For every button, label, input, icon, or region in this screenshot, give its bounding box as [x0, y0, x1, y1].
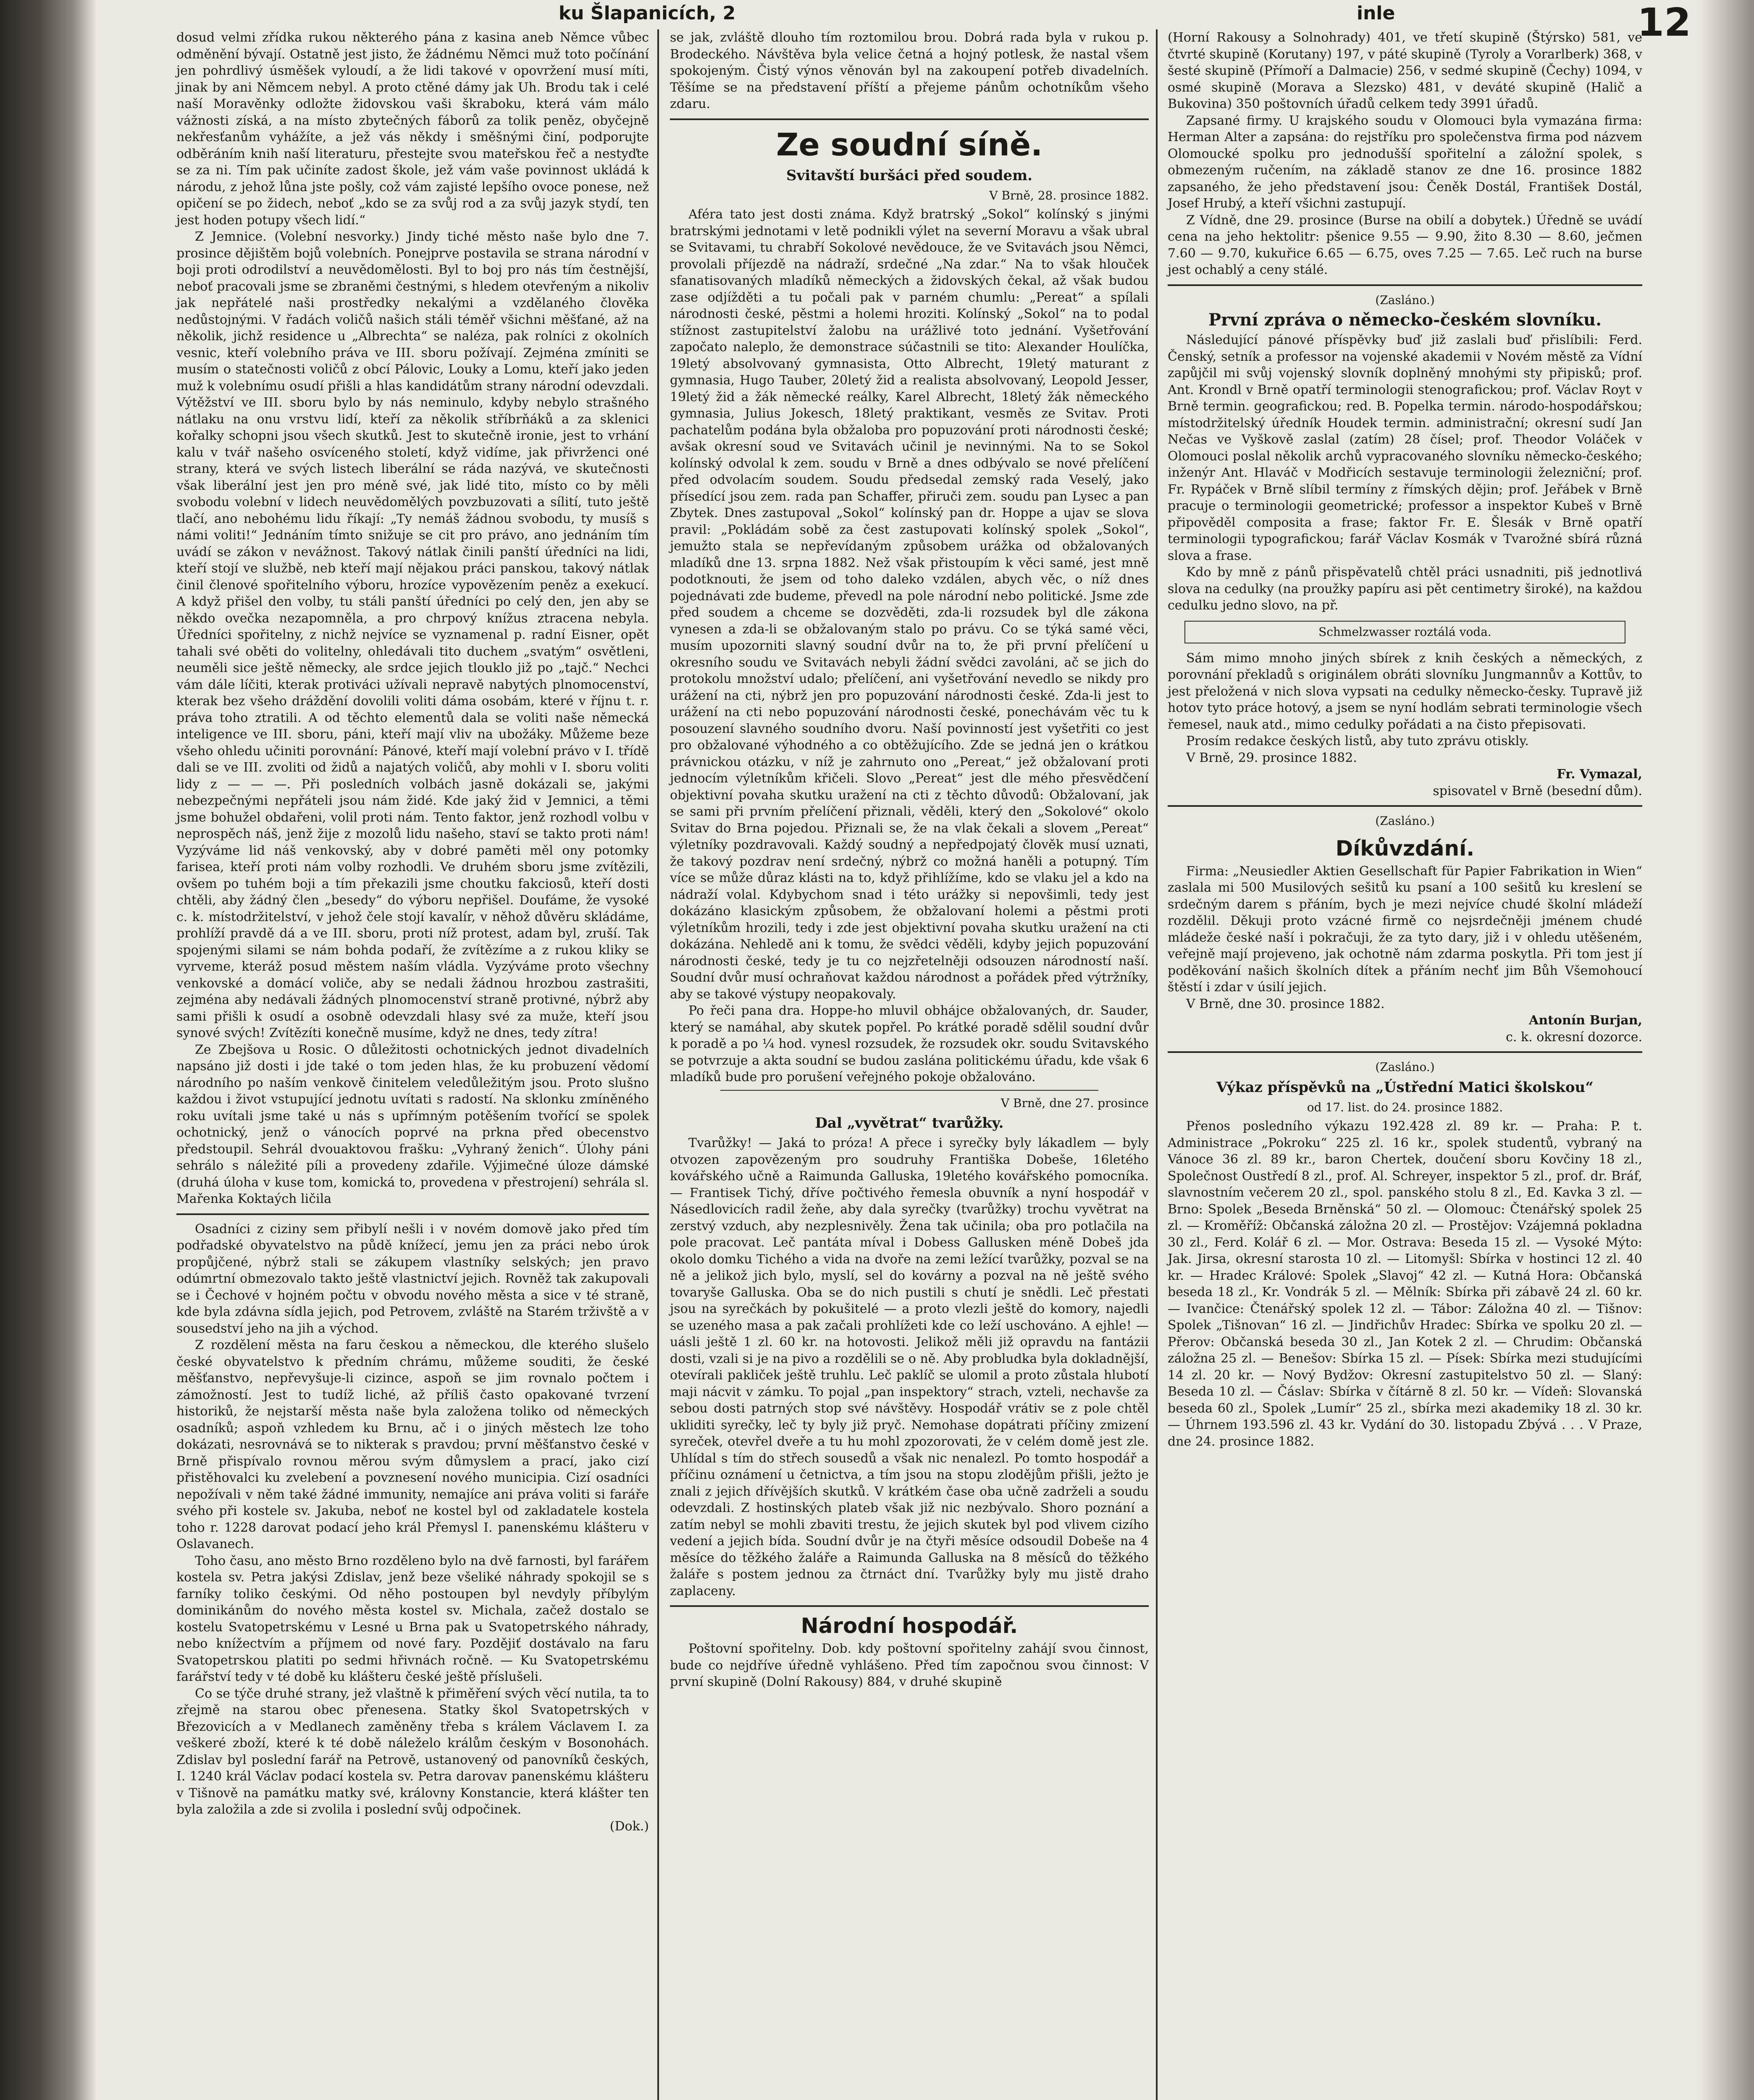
column-right — [1168, 29, 1642, 1450]
article-text: se jak, zvláště dlouho tím roztomilou brou. Dobrá rada byla v rukou p. Brodeckého. Návštěva byla velice četná a hojný potlesk, že nastal všem spokojeným. Čistý výnos věnován byl na zakoupení potřeb divadelních. Těšíme se na představení příští a přejeme pánům ochotníkům všeho zdaru. — [670, 30, 1149, 111]
article-history: Z rozdělení města na faru českou a německou, dle kterého slušelo české obyvatelstvo k předním chrámu, můžeme souditi, že české měšťanstvo, nepřevyšuje-li cizince, aspoň se jim rovnalo počtem i zámožností. Jest to tudíž liché, až příliš často opakované tvrzení historiků, že nejstarší města naše byla založena toliko od německých osadníků; aspoň vzhledem ku Brnu, ač i o jiných městech lze toho dokázati, nesrovnává se to nikterak s pravdou; první měšťanstvo české v Brně přispívalo rovnou měrou svým důmyslem a prací, jako cizí přistěhovalci ku zvelebení a povznesení nového municipia. Cizí osadníci nepožívali v něm také žádné immunity, nemajíce ani práva voliti si faráře svého při kostele sv. Jakuba, neboť ne kostel byl od zakladatele kostela toho r. 1228 darovat podací jeho král Přemysl I. panenskému klášteru v Oslavanech. — [176, 1338, 649, 1551]
zaslano-label: (Zasláno.) — [1375, 814, 1435, 828]
ivory-text: Tvarůžky! — Jaká to próza! A přece i syrečky byly lákadlem — byly otvozen zapovězeným pro soudruhy Františka Dobeše, 16letého kovářského učně a Raimunda Galluska, 19letého kovářského pomocníka. — Frantisek Tichý, dříve počtivého řemesla obuvník a nyní hospodář v Násedlovicích radil žeňe, aby dala syrečky (tvarůžky) trochu vyvětrat na zerstvý vzduch, aby nezplesnivěly. Žena tak učinila; oba pro potlačila na pole pracovat. Leč pantáta míval i Dobess Gallusken méně Dobeš jda okolo domku Tichého a vida na dvoře na zemi ležící tvarůžky, pozval se na ně a jelikož jich bylo, myslí, sel do kovárny a pozval na ně ještě svého tovaryše Galluska. Oba se do nich pustili s chutí je snědli. Leč přestati jsou na syrečkách by pokušitelé — a proto vlezli ještě do komory, najedli se uzeného masa a pak začali prohlížeti kde co leží uschováno. A ejhle! — uásli ještě 1 zl. 60 kr. na hotovosti. Jelikož měli již opravdu na fantázii dosti, vzali si je na pivo a rozdělili se o ně. Aby probludka byla dokladnější, otevírali pakliček ještě truhlu. Leč paklíč se ulomil a proto zůstala hlubotí maji nácvit v zámku. To pojal „pan inspektory“ strach, vzteli, nechavše za sebou dosti patrných stop své návštěvy. Hospodář vrátiv se z pole chtěl ukliditi syrečky, leč ty byly již pryč. Nemohase dopátrati příčiny zmizení syreček, otevřel dveře a tu hu mohl zpozorovati, že v celém domě jest zle. Uhlídal s tím do střech sousedů a však nic nenalezl. Po tomto hospodář a příčinu oznámení u četnictva, a tím jsou na stopu zlodějům přišli, ježto je znali z jejich dřívějších skutků. V krátkém čase oba učně zadrželi a soudu odevzdali. Z hostinských plateb však již nic nezbývalo. Shoro poznání a zatím nebyl se mohli zbaviti trestu, že jejich skutek byl pod vlivem cizího vedení a jejich bída. Soudní dvůr je na čtyři měsíce odsoudil Dobeše na 4 měsíce do těžkého žaláře a Raimunda Galluska na 8 měsíců do těžkého žaláře s postem jednou za čtrnáct dní. Tvarůžky byly mu jistě draho zaplaceny. — [670, 1136, 1149, 1599]
dictionary-text: Následující pánové příspěvky buď již zaslali buď přislíbili: Ferd. Čenský, setník a professor na vojenské akademii v Novém městě za Vídní zapůjčil mi svůj vojenský slovník doplněný mnohými sty připisků; prof. Ant. Krondl v Brně opatří terminologii stenografickou; prof. Václav Royt v Brně termin. geografickou; red. B. Popelka termin. národo-hospodářskou; místodržitelský úředník Houdek termin. administrační; okresní sudí Jan Nečas ve Vyškově zaslal (zatím) 28 čísel; prof. Theodor Voláček v Olomouci poslal několik archů vypracovaného slovníku německo-českého; inženýr Ant. Hlaváč v Modřicích sestavuje terminologii železniční; prof. Fr. Rypáček v Brně slíbil termíny z římských dějin; prof. Jeřábek v Brně pracuje o terminologii geometrické; professor a inspektor Kubeš v Brně připověděl composita a frase; faktor Fr. E. Šlesák v Brně opatří terminologii typografickou; farář Václav Kosmák v Tvarožné sbírá různá slova a frase. — [1168, 333, 1642, 563]
article-history: Osadníci z ciziny sem přibylí nešli i v novém domově jako před tím podřadské obyvatelstvo na půdě knížecí, jemu jen za práci nebo úrok propůjčené, nýbrž stali se zákupem vlastníky selských; jen pravo odúmrtní obmezovalo takto ještě vlastnictví jejich. Rovněž tak zakupovali se i Čechové v hojném počtu v obvodu nového města a sice v té straně, kde byla zdávna sídla jejich, pod Petrovem, zvláště na Starém trživště a v sousedství jeho na jih a východ. — [176, 1221, 649, 1336]
sample-slip: Schmelzwasser roztálá voda. — [1184, 621, 1625, 643]
thanks-dateline: V Brně, dne 30. prosince 1882. — [1186, 996, 1385, 1011]
dictionary-text: Sám mimo mnoho jiných sbírek z knih českých a německých, z porovnání překladů s originálem obráti slovníku Jungmannův a Kottův, to jest přeložená v nich slova vypsati na cedulky německo-česky. Tupravě již hotov tyto práce hotový, a jsem se nyní hodlám sebrati terminologie všech řemesel, nauk atd., mimo cedulky pořádati a na čisto přepisovati. — [1168, 651, 1642, 732]
article-history: Toho času, ano město Brno rozděleno bylo na dvě farnosti, byl farářem kostela sv. Petra jakýsi Zdislav, jenž beze všeliké náhrady spokojil se s farníky toliko českými. Od něho postoupen byl nevdyly příbylým dominikánům do nového města kostel sv. Michala, začež dostalo se kostelu Svatopetrskému v Lesné u Brna pak u Svatopetrského náhrady, nebo knížectvím a příjmem od nové fary. Pozdějiť dostávalo na faru Svatopetrskou platiti po sedmi hřivnách ročně. — Ku Svatopetrskému farářství tedy v té době ku klášteru české ještě příslušeli. — [176, 1553, 649, 1684]
dictionary-signature-role: spisovatel v Brně (besední dům). — [1433, 783, 1642, 798]
masthead-right-fragment: inle — [1357, 3, 1395, 24]
thanks-text: Firma: „Neusiedler Aktien Gesellschaft für Papier Fabrikation in Wien“ zaslala mi 500 Musilových sešitů ku psaní a 100 sešitů ku kreslení se srdečným darem s přáním, bych je mezi nejvíce chudé školní mládeží rozdělil. Děkuji proto vzácné firmě co nejsrdečněji jménem chudé mládeže české naší i pokračuji, že za tyto dary, již i v ohledu utěšeném, veřejně mají projeveno, jak ochotně nám zdarma poskytla. Při tom jest jí poděkování našich školních dítek a přáním nechť jim Bůh Všemohoucí štěstí i zdar v úsilí jejich. — [1168, 864, 1642, 995]
economy-text: Poštovní spořitelny. Dob. kdy poštovní spořitelny zahájí svou činnost, bude co nejdříve úředně vyhlášeno. Před tím započnou svou činnost: V první skupině (Dolní Rakousy) 884, v druhé skupině — [670, 1641, 1149, 1689]
ivory-dateline: V Brně, dne 27. prosince — [1000, 1096, 1149, 1110]
article-zbejsov: Ze Zbejšova u Rosic. O důležitosti ochotnických jednot divadelních napsáno již dosti i jde také o tom jeden hlas, že ku probuzení vědomí národního po naším venkově činitelem veledůležitým jsou. Proto slušno každou i život vstupující jednotu uvítati s radostí. Na sklonku zmíněného roku uvítali jsme také u nás s upřímným potěšením tvořící se spolek ochotnický, jenž o vánocích poprvé na prkna před obecenstvo předstoupil. Sehrál dvouaktovou frašku: „Vyhraný ženich“. Úlohy páni sehrálo s náležité píli a provedeny zdařile. Výjimečné úloze dámské (druhá úloha v kuse tom, komická to, provedena v přestrojení) sehrála sl. Mařenka Koktaých ličila — [176, 1042, 649, 1206]
dictionary-title: První zpráva o německo-českém slovníku. — [1208, 310, 1602, 330]
torn-left-edge — [0, 0, 97, 2100]
court-text: Po řeči pana dra. Hoppe-ho mluvil obhájce obžalovaných, dr. Sauder, který se namáhal, aby skutek popřel. Po krátké poradě sdělil soudní dvůr k poradě a po ¼ hod. vynesl rozsudek, že rozsudek okr. soudu Svitavského se potvrzuje a akta soudní se budou zaslána politickému úřadu, kde však 6 mladíků bude pro porušení veřejného pokoje obžalováno. — [670, 1003, 1149, 1084]
dictionary-dateline: V Brně, 29. prosince 1882. — [1186, 750, 1357, 765]
column-rule-2 — [1156, 29, 1158, 2100]
thanks-title: Díkůvzdání. — [1335, 836, 1475, 861]
divider — [1168, 284, 1642, 286]
economy-text: Z Vídně, dne 29. prosince (Burse na obilí a dobytek.) Úředně se uvádí cena na jeho hektolitr: pšenice 9.55 — 9.90, žito 8.30 — 8.60, ječmen 7.60 — 9.70, kukuřice 6.65 — 6.75, oves 7.25 — 7.65. Leč ruch na burse jest ochablý a ceny stálé. — [1168, 213, 1642, 277]
article-end-mark: (Dok.) — [609, 1819, 649, 1834]
masthead-strip — [118, 0, 1714, 29]
court-text: Aféra tato jest dosti známa. Když bratrský „Sokol“ kolínský s jinými bratrskými jednotami v letě podnikli výlet na severní Moravu a však ubral se Svitavami, tu chrabří Sokolové nevědouce, že ve Svitavách jsou Němci, provolali příjezdě na nádraží, srdečné „Na zdar.“ Na to však hlouček sfanatisovaných mladíků německých a židovských čekal, až však budou zase odjížděti a tu počali pak v parném chumlu: „Pereat“ a spílali národnosti české, pěstmi a holemi hroziti. Kolínský „Sokol“ na to podal stížnost zastupitelství žalobu na urážlivé toto jednání. Vyšetřování započato naleplo, že demonstrace súčastnili se tito: Alexander Houlíčka, 19letý absolvovaný gymnasista, Otto Albrecht, 19letý maturant z gymnasia, Hugo Tauber, 20letý žid a realista absolvovaný, Leopold Jesser, 19letý žid a žák německé reálky, Karel Albrecht, 18letý žák německého gymnasia, Julius Jokesch, 18letý praktikant, vesměs ze Svitav. Proti pachatelům podána byla obžaloba pro popuzování proti národnosti české; avšak okresní soud ve Svitavách učinil je nevinnými. Na to se Sokol kolínský odvolal k zem. soudu v Brně a dnes odbývalo se nové přelíčení před odvolacím soudem. Soudu předsedal zemský rada Veselý, jako přísedící jsou zem. rada pan Schaffer, přiruči zem. soudu pan Lysec a pan Zbytek. Dnes zastupoval „Sokol“ kolínský pan dr. Hoppe a ujav se slova pravil: „Pokládám sobě za čest zastupovati kolínský spolek „Sokol“, jemužto stala se nepřevídaným způsobem urážka od obžalovaných mladíků dne 13. srpna 1882. Než však přistoupím k věci samé, jest mně podotknouti, že jsem od toho daleko vzdálen, abych věc, o níž dnes pojednávati zde budeme, převedl na pole národní nebo politické. Jsme zde před soudem a chceme se dozvěděti, zda-li rozsudek byl dle zákona vynesen a zda-li se obžalovaným stalo po právu. Co se týká samé věci, musím upozorniti slavný soudní dvůr na to, že při první přelíčení u okresního soudu ve Svitavách nebyli žádní svědci zavoláni, ač se jich do protokolu množství udalo; přelíčení, ani vyšetřování nevedlo se nikdy pro urážení na cti, nýbrž jen pro popuzování národnosti české. Zda-li jest to urážení na cti nebo popuzování národnosti české, ponechávám věc tu k posouzení slavného soudního dvoru. Naší povinností jest vyšetřiti co jest pro obžalované výhodného a co obtěžujícího. Zde se jedná jen o krátkou právnickou otázku, v níž je zahrnuto ono „Pereat,“ jež obžalovaní proti jednocím výletníkům křičeli. Slovo „Pereat“ jest dle mého přesvědčení objektivní povaha skutku uražení na cti z těchto důvodů: Obžalovaní, jak se sami při prvním přelíčení přiznali, věděli, který den „Sokolové“ okolo Svitav do Brna pojedou. Přiznali se, že na vlak čekali a slovem „Pereat“ výletníky pozdravovali. Každý soudný a nepředpojatý člověk musí uznati, že takový pozdrav není srdečný, nýbrž co možná haněli a potupný. Tím více se může důraz klásti na to, když přihlížíme, kdo se vlaku jel a kdo na nádraží volal. Kdybychom snad i této urážky si nepovšimli, tedy jest dokázáno klasickým způsobem, že obžalovaní holemi a pěstmi proti výletníkům hrozili, tedy i zde jest objektivní povaha skutku uražení na cti dokázána. Nehledě ani k tomu, že svědci věděli, kdyby jejich popuzování národnosti české, tedy je tu co nejzřetelněji odsouzen národností naší. Soudní dvůr musí ochraňovat každou národnost a pořádek před výtržníky, aby se takové výstupy neopakovaly. — [670, 207, 1149, 1002]
torn-right-edge — [1699, 0, 1754, 2100]
page-number: 12 — [1637, 0, 1691, 45]
divider — [670, 118, 1149, 120]
dictionary-signature: Fr. Vymazal, — [1557, 767, 1642, 782]
economy-text: (Horní Rakousy a Solnohrady) 401, ve třetí skupině (Štýrsko) 581, ve čtvrté skupině (Korutany) 197, v páté skupině (Tyroly a Vorarlberk) 368, v šesté skupině (Přímoří a Dalmacie) 256, v sedmé skupině (Čechy) 1094, v osmé skupině (Morava a Slezsko) 481, v deváté skupině (Halič a Bukovina) 350 poštovních úřadů celkem tedy 3991 úřadů. — [1168, 30, 1642, 111]
matice-text: Přenos posledního výkazu 192.428 zl. 89 kr. — Praha: P. t. Administrace „Pokroku“ 225 zl. 16 kr., spolek studentů, vybraný na Vánoce 36 zl. 89 kr., baron Chertek, doučení sboru Kovčiny 18 zl., Společnost Oustředí 8 zl., prof. Al. Schreyer, inspektor 5 zl., prof. dr. Bráf, slavnostním večerem 20 zl., spol. panského stolu 8 zl., Ed. Kavka 3 zl. — Brno: Spolek „Beseda Brněnská“ 50 zl. — Olomouc: Čtenářský spolek 25 zl. — Kroměříž: Občanská záložna 20 zl. — Prostějov: Vzájemná pokladna 30 zl., Ferd. Kolář 6 zl. — Mor. Ostrava: Beseda 15 zl. — Vysoké Mýto: Jak. Jirsa, okresní starosta 10 zl. — Litomyšl: Sbírka v hostinci 12 zl. 40 kr. — Hradec Králové: Spolek „Slavoj“ 42 zl. — Kutná Hora: Občanská beseda 18 zl., Kr. Vondrák 5 zl. — Mělník: Sbírka při zábavě 24 zl. 60 kr. — Ivančice: Čtenářský spolek 12 zl. — Tábor: Záložna 40 zl. — Tišnov: Spolek „Tišnovan“ 16 zl. — Jindřichův Hradec: Sbírka ve spolku 20 zl. — Přerov: Občanská beseda 30 zl., Jan Kotek 2 zl. — Chrudim: Občanská záložna 25 zl. — Benešov: Sbírka 15 zl. — Písek: Sbírka mezi studujícími 14 zl. 20 kr. — Nový Bydžov: Okresní zastupitelstvo 50 zl. — Slaný: Beseda 10 zl. — Čáslav: Sbírka v čítárně 8 zl. 50 kr. — Vídeň: Slovanská beseda 60 zl., Spolek „Lumír“ 25 zl., sbírka mezi akademiky 18 zl. 30 kr. — Úhrnem 193.596 zl. 43 kr. Vydání do 30. listopadu Zbývá . . . V Praze, dne 24. prosince 1882. — [1168, 1119, 1642, 1449]
court-dateline: V Brně, 28. prosince 1882. — [989, 188, 1149, 202]
matice-title: Výkaz příspěvků na „Ústřední Matici školskou“ — [1216, 1079, 1594, 1096]
zaslano-label: (Zasláno.) — [1375, 293, 1435, 307]
section-title-court: Ze soudní síně. — [776, 126, 1043, 163]
zaslano-label: (Zasláno.) — [1375, 1060, 1435, 1074]
article-jemnice: Z Jemnice. (Volební nesvorky.) Jindy tiché město naše bylo dne 7. prosince dějištěm bojů volebních. Ponejprve postavila se strana národní v boji proti odrodilství a neuvědomělosti. Byl to boj pro nás tím čestnější, neboť pracovali jsme se zbraněmi čestnými, s hledem otevřeným a nikoliv jak nepřátelé naši prostředky nekalými a vzdělaného člověka nedůstojnými. V řadách voličů našich stáli téměř všichni měšťané, až na několik, jichž residence u „Albrechta“ se naléza, pak rolníci z okolních vesnic, kteří volebního práva ve III. sboru požívají. Zejména zmíniti se musím o statečnosti voličů z obcí Pálovic, Louky a Lomu, kteří jako jeden muž k volebnímu osudí přišli a hlas kandidátům strany národní odevzdali. Výtěžství ve III. sboru bylo by nás neminulo, kdyby nebylo strašného nátlaku na onu vrstvu lidí, kteří za několik stříbrňáků a za sklenici kořalky schopni jsou všech skutků. Jest to skutečně ironie, jest to vrhání kalu v tvář našeho osvíceného století, když vidíme, jak přivrženci oné strany, která ve svých listech liberální se ráda nazývá, ve skutečnosti však liberální jest jen pro méně své, jak lidé tito, místo co by měli svobodu volební v lidech neuvědomělých povzbuzovati a sílití, tuto ještě tlačí, ano nebohému lidu říkají: „Ty nemáš žádnou svobodu, ty musíš s námi voliti!“ Jednáním tímto snižuje se cit pro právo, ano jednáním tím uvádí se zákon v nevážnost. Takový nátlak činili panští úředníci na lidi, kteří stojí ve službě, neb kteří mají nějakou práci panskou, takový nátlak činil členové spořitelního výboru, hrozíce vypovězením peněz a exekucí. A když přišel den volby, tu stáli panští úředníci po celý den, jen aby se někdo ovečka nezapomněla, a pro chrpový knížus ztracena nebyla. Úředníci spořitelny, z nichž nejvíce se vyznamenal p. radní Eisner, opět tahali své oběti do volitelny, ohledávali tito duchem „svatým“ osvětleni, neuměli sice ještě německy, ale srdce jejich tlouklo již po „tajč.“ Nechci vám dále líčiti, kterak protiváci užívali nepravě nabytých plnomocenství, kterak bez všeho dráždění dovolili voliti dáma osobám, které v říjnu t. r. práva toho ztratili. A od těchto elementů dala se voliti naše německá inteligence ve III. sboru, páni, kteří mají vliv na ubožáky. Můžeme beze všeho ohledu učiniti porovnání: Pánové, kteří mají volební právo v I. třídě dali se ve III. zvoliti od židů a najatých voličů, aby mohli v I. sboru voliti lidy z — — —. Při posledních volbách jasně dokázali se, jakými nebezpečnými nepřáteli jsou nám židé. Kde jaký žid v Jemnici, a těmi jsme bohužel obdařeni, volil proti nám. Tento faktor, jenž rozhodl volbu v neprospěch náš, jenž žije z mozolů lidu našeho, staví se takto proti nám! Vyzýváme lid náš venkovský, aby v dobré paměti měl ony potomky farisea, kteří proti nám volby rozhodli. Ve druhém sboru jsme zvítězili, ovšem po tuhém boji a tím překazili jsme choutku fakciosů, kteří dosti chtěli, aby žádný člen „besedy“ do výboru nepřišel. Doufáme, že vysoké c. k. místodržitelství, v jehož čele stojí kavalír, v něhož důvěru skládáme, prohlíží pravdě dá a ve III. sboru, proti níž protest, adam byl, zruší. Tak spojenými silami se nám bohda podaří, že zvítězíme a z rukou kliky se vyrveme, kteráž posud městem naším vládla. Vyzýváme proto všechny venkovské a domácí voliče, aby se nedali žádnou hrozbou zastrašiti, zejména aby nedávali žádných plnomocenství straně protivné, nýbrž aby sami přišli k osudí a osobně odevzdali hlasy své za muže, kteří jsou synové svých! Zvítězíti konečně musíme, když ne dnes, tedy zítra! — [176, 229, 649, 1040]
court-subtitle: Svitavští buršáci před soudem. — [786, 167, 1033, 184]
divider — [670, 1605, 1149, 1607]
section-title-economy: Národní hospodář. — [801, 1614, 1018, 1638]
divider — [1168, 1051, 1642, 1053]
economy-text: Zapsané firmy. U krajského soudu v Olomouci byla vymazána firma: Herman Alter a zapsána: do rejstříku pro společenstva firma pod názvem Olomoucké spolku pro jednodušší spořitelní a záložní spolek, s obmezeným ručením, na základě stanov ze dne 16. prosince 1882 zapsaného, že jeho představení jsou: Čeněk Dostál, František Dostál, Josef Hrubý, a kteří všichni zastupují. — [1168, 113, 1642, 211]
thanks-signature-role: c. k. okresní dozorce. — [1506, 1029, 1642, 1045]
dictionary-text: Kdo by mně z pánů přispěvatelů chtěl práci usnadniti, piš jednotlivá slova na cedulky (na proužky papíru asi pět centimetry široké), na každou cedulku jedno slovo, na př. — [1168, 565, 1642, 613]
column-rule-1 — [657, 29, 659, 2100]
ivory-title: Dal „vyvětrat“ tvarůžky. — [815, 1115, 1004, 1131]
article-text: dosud velmi zřídka rukou některého pána z kasina aneb Němce vůbec odměnění bývají. Ostatně jest jisto, že žádnému Němci muž toto počínání jen pohrdlivý úsměšek vyloudí, a že lidi takové v opovržení musí míti, jinak by ani Němcem nebyl. A proto ctěné dámy jak Uh. Brodu tak i celé naší Moravěnky odložte židovskou vaši škraboku, která vám málo vážnosti získá, a na místo zbytečných fáborů za tolik peněz, obyčejně nekřesťanům vyhážíte, a jež vás někdy i směšnými činí, podporujte odběráním knih naší literaturu, přestejte svou mateřskou řeč a nestyďte se za ni. Tím pak učiníte zadost škole, jež vám vaše povinnost ukládá k národu, z jehož lůna jste pošly, což vám zajisté lepšího ovoce ponese, než opičení se po židech, neboť „kdo se za svůj rod a za svůj jazyk stydí, ten jest hoden potupy všech lidí.“ — [176, 30, 649, 228]
masthead-center: ku Šlapanicích, 2 — [559, 3, 736, 24]
divider — [720, 1090, 1098, 1091]
dictionary-text: Prosím redakce českých listů, aby tuto zprávu otiskly. — [1186, 734, 1529, 748]
article-history: Co se týče druhé strany, jež vlaštně k přiměření svých věcí nutila, ta to zřejmě na starou obec přenesena. Statky škol Svatopetrských v Březovicích a v Medlanech zaměněny třeba s králem Václavem I. za veškeré zboží, které k té době náleželo králům českým v Bosonohách. Zdislav byl poslední farář na Petrově, ustanovený od panovníků českých, I. 1240 král Václav podací kostela sv. Petra darovav panenskému klášteru v Tišnově na památku matky své, královny Konstancie, která klášter ten byla založila a zde si zvolila i poslední svůj odpočinek. — [176, 1686, 649, 1817]
column-middle — [670, 29, 1149, 1690]
column-left — [176, 29, 649, 1835]
matice-subtitle: od 17. list. do 24. prosince 1882. — [1307, 1100, 1503, 1114]
divider — [176, 1213, 649, 1215]
divider — [1168, 805, 1642, 807]
thanks-signature: Antonín Burjan, — [1529, 1013, 1642, 1028]
